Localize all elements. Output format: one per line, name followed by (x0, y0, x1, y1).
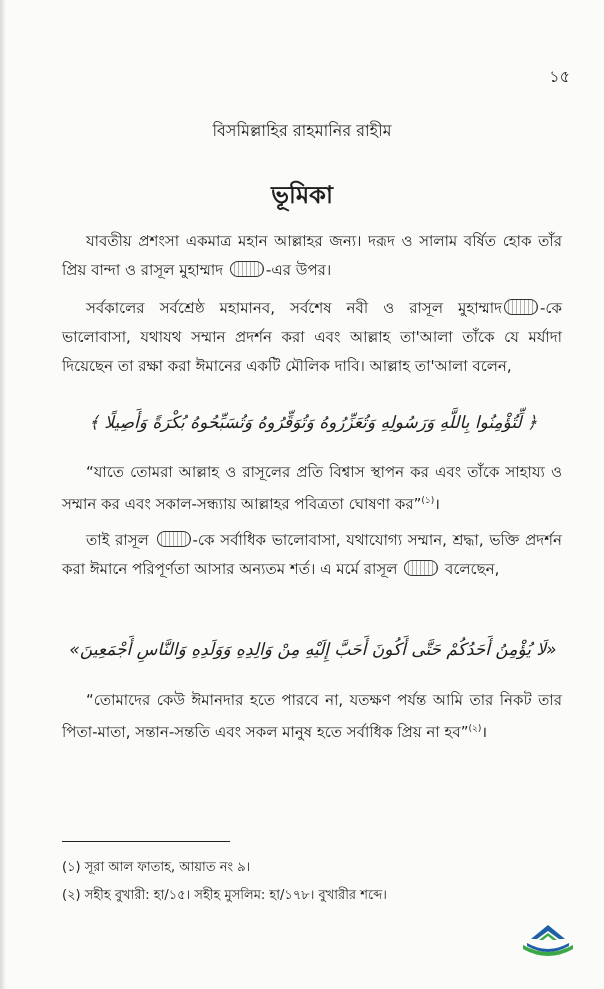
verse-translation: “যাতে তোমরা আল্লাহ ও রাসূলের প্রতি বিশ্বাস স্থাপন কর এবং তাঁকে সাহায্য ও সম্মান কর এবং সকাল-সন্ধ্যায় আল্লাহর পবিত্রতা ঘোষণা কর”$^{(১)}$। (62, 463, 562, 513)
hadith-translation-end: । (481, 723, 488, 741)
hadith-translation (62, 686, 562, 747)
hadith-translation-text: “তোমাদের কেউ ঈমানদার হতে পারবে না, যতক্ষণ পর্যন্ত আমি তার নিকট তার পিতা-মাতা, সন্তান-সন্ততি এবং সকল মানুষ হতে সর্বাধিক প্রিয় না হব” (62, 691, 562, 741)
footnote-ref-2: (২) (468, 724, 482, 734)
verse-translation-text: “যাতে তোমরা আল্লাহ ও রাসূলের প্রতি বিশ্বাস স্থাপন কর এবং তাঁকে সাহায্য ও সম্মান কর এবং সকাল-সন্ধ্যায় আল্লাহর পবিত্রতা ঘোষণা কর” (62, 463, 562, 513)
intro-paragraph (62, 227, 562, 285)
intro-text-b: -এর উপর। (265, 261, 332, 279)
love-paragraph (62, 294, 562, 381)
publisher-logo-icon (519, 923, 577, 963)
footnote-divider (62, 841, 230, 842)
page-edge (0, 0, 6, 989)
page-number: ১৫ (549, 67, 570, 86)
salutation-seal-icon (404, 560, 438, 576)
bismillah-line: বিসমিল্লাহির রাহমানির রাহীম (212, 121, 392, 140)
footnote-1: (১) সূরা আল ফাতাহ, আয়াত নং ৯। (62, 860, 251, 875)
salutation-seal-icon (157, 531, 191, 547)
love-text-a: সর্বকালের সর্বশ্রেষ্ঠ মহামানব, সর্বশেষ নবী ও রাসূল মুহাম্মাদ (86, 299, 502, 317)
footnote-2: (২) সহীহ বুখারী: হা/১৫। সহীহ মুসলিম: হা/১৭৮। বুখারীর শব্দে। (62, 888, 387, 903)
salutation-seal-icon (504, 299, 538, 315)
footnote-ref-1: (১) (421, 496, 435, 506)
hadith-text: «لَا يُؤْمِنُ أَحَدُكُمْ حَتَّى أَكُونَ أَحَبَّ إِلَيْهِ مِنْ وَالِدِهِ وَوَلَدِهِ وَالنَّاسِ أَجْمَعِينَ» (69, 640, 557, 660)
salutation-seal-icon (230, 261, 264, 277)
intro-text-a: যাবতীয় প্রশংসা একমাত্র মহান আল্লাহর জন্য। দরূদ ও সালাম বর্ষিত হোক তাঁর প্রিয় বান্দা ও রাসূল মুহাম্মাদ (62, 232, 562, 279)
condition-paragraph (62, 526, 562, 584)
logo-roof (531, 925, 565, 939)
condition-text-b: -কে সর্বাধিক ভালোবাসা, যথাযোগ্য সম্মান, শ্রদ্ধা, ভক্তি প্রদর্শন করা ঈমানে পরিপূর্ণতা আসার অন্যতম শর্ত। এ মর্মে রাসূল (62, 531, 562, 578)
condition-text-a: তাই রাসূল (86, 531, 149, 549)
condition-text-c: বলেছেন, (445, 560, 500, 578)
quran-verse: ﴿ لِّتُؤْمِنُوا بِاللَّهِ وَرَسُولِهِ وَتُعَزِّرُوهُ وَتُوَقِّرُوهُ وَتُسَبِّحُوهُ بُكْرَةً وَأَصِيلًا ﴾ (88, 413, 538, 433)
page-title: ভূমিকা (271, 181, 333, 209)
love-text-b: -কে ভালোবাসা, যথাযথ সম্মান প্রদর্শন করা এবং আল্লাহ তা'আলা তাঁকে যে মর্যাদা দিয়েছেন তা রক্ষা করা ঈমানের একটি মৌলিক দাবি। আল্লাহ তা'আলা বলেন, (62, 299, 562, 375)
